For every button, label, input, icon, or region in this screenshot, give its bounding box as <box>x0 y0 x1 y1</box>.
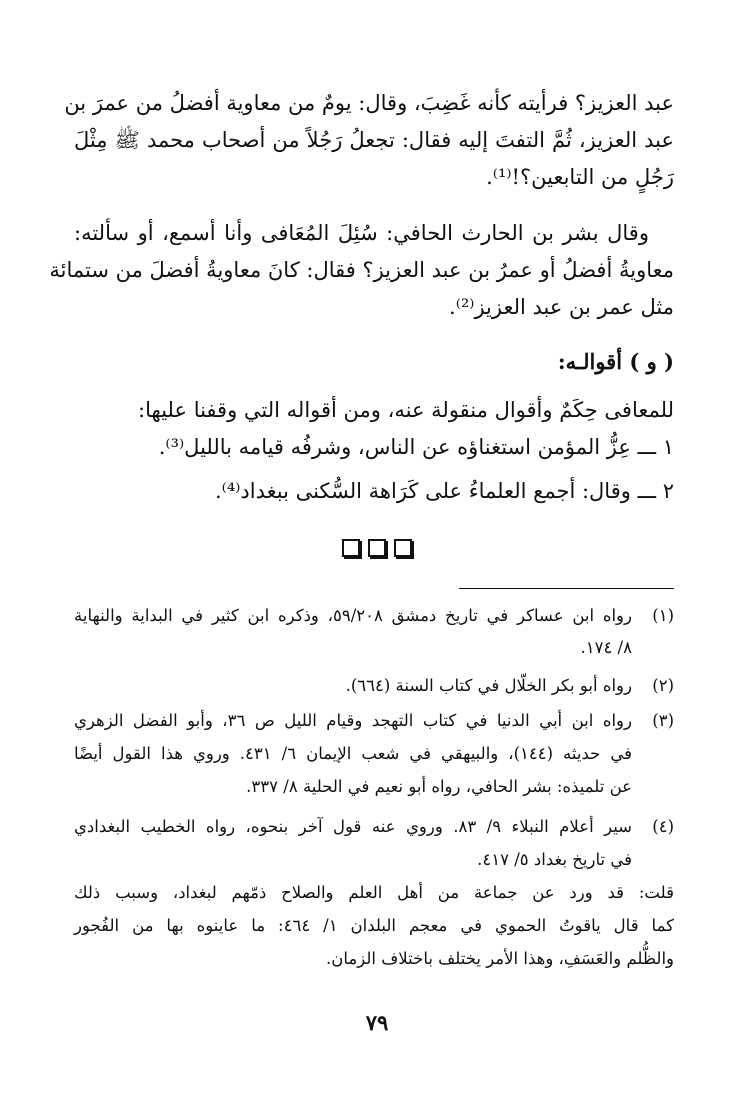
footnote-line: ٨/ ١٧٤. <box>580 638 632 657</box>
section-heading: ( و ) أقوالـه: <box>557 349 674 374</box>
saying-item <box>74 430 674 464</box>
footnote-line: رواه ابن أبي الدنيا في كتاب التهجد وقيام الليل ص ٣٦، وأبو الفضل الزهري <box>74 711 632 730</box>
paragraph-1-line-3: رَجُلٍ من التابعين؟!⁽¹⁾. <box>486 165 674 189</box>
saying-number: ٢ ـــ <box>637 479 674 503</box>
footnote-line: رواه ابن عساكر في تاريخ دمشق ٥٩/٢٠٨، وذكره ابن كثير في البداية والنهاية <box>74 606 632 625</box>
separator-square-icon <box>368 539 386 557</box>
footnote-line: قلت: قد ورد عن جماعة من أهل العلم والصلاح ذمّهم لبغداد، وسبب ذلك <box>74 883 674 902</box>
separator-square-icon <box>394 539 412 557</box>
paragraph-2-line-2: معاويةُ أفضلُ أو عمرُ بن عبد العزيز؟ فقال: كانَ معاويةُ أفضلَ من ستمائة <box>49 258 674 282</box>
footnote-line: سير أعلام النبلاء ٩/ ٨٣. وروي عنه قول آخر بنحوه، رواه الخطيب البغدادي <box>74 817 633 836</box>
footnote-marker: (٤) <box>652 817 674 836</box>
separator-square-icon <box>342 539 360 557</box>
page-number: ٧٩ <box>365 1010 389 1035</box>
paragraph-1-line-1: عبد العزيز؟ فرأيته كأنه غَضِبَ، وقال: يومٌ من معاوية أفضلُ من عمرَ بن <box>64 91 674 115</box>
paragraph-1-line-2: عبد العزيز، ثُمَّ التفتَ إليه فقال: تجعلُ رَجُلاً من أصحاب محمد ﷺ مِثْلَ <box>74 128 674 152</box>
saying-text: عِزُّ المؤمن استغناؤه عن الناس، وشرفُه قيامه بالليل⁽³⁾. <box>158 435 631 459</box>
footnote-marker: (٣) <box>652 711 674 730</box>
section-separator <box>0 539 754 557</box>
sayings-intro: للمعافى حِكَمٌ وأقوال منقولة عنه، ومن أقواله التي وقفنا عليها: <box>138 398 674 422</box>
saying-text: وقال: أجمع العلماءُ على كَرَاهة السُّكنى ببغداد⁽⁴⁾. <box>214 479 631 503</box>
footnote-line: رواه أبو بكر الخلّال في كتاب السنة (٦٦٤). <box>345 676 632 695</box>
footnote-marker: (٢) <box>652 676 674 695</box>
footnote-line: في حديثه (١٤٤)، والبيهقي في شعب الإيمان ٦/ ٤٣١. وروي هذا القول أيضًا <box>74 744 632 763</box>
footnote-line: كما قال ياقوتُ الحموي في معجم البلدان ١/ ٤٦٤: ما عاينوه بها من الفُجور <box>74 916 674 935</box>
footnote-divider <box>459 588 674 589</box>
paragraph-2-line-3: مثل عمر بن عبد العزيز⁽²⁾. <box>449 295 674 319</box>
footnote-line: والظُّلم والعَسَفِ، وهذا الأمر يختلف باختلاف الزمان. <box>326 949 674 968</box>
saying-item <box>74 474 674 508</box>
saying-number: ١ ـــ <box>637 435 674 459</box>
paragraph-2-line-1: وقال بشر بن الحارث الحافي: سُئِلَ المُعَافى وأنا أسمع، أو سألته: <box>74 221 649 245</box>
footnote-line: عن تلميذه: بشر الحافي، رواه أبو نعيم في الحلية ٨/ ٣٣٧. <box>246 777 632 796</box>
footnote-line: في تاريخ بغداد ٥/ ٤١٧. <box>477 850 632 869</box>
footnote-marker: (١) <box>652 606 674 625</box>
